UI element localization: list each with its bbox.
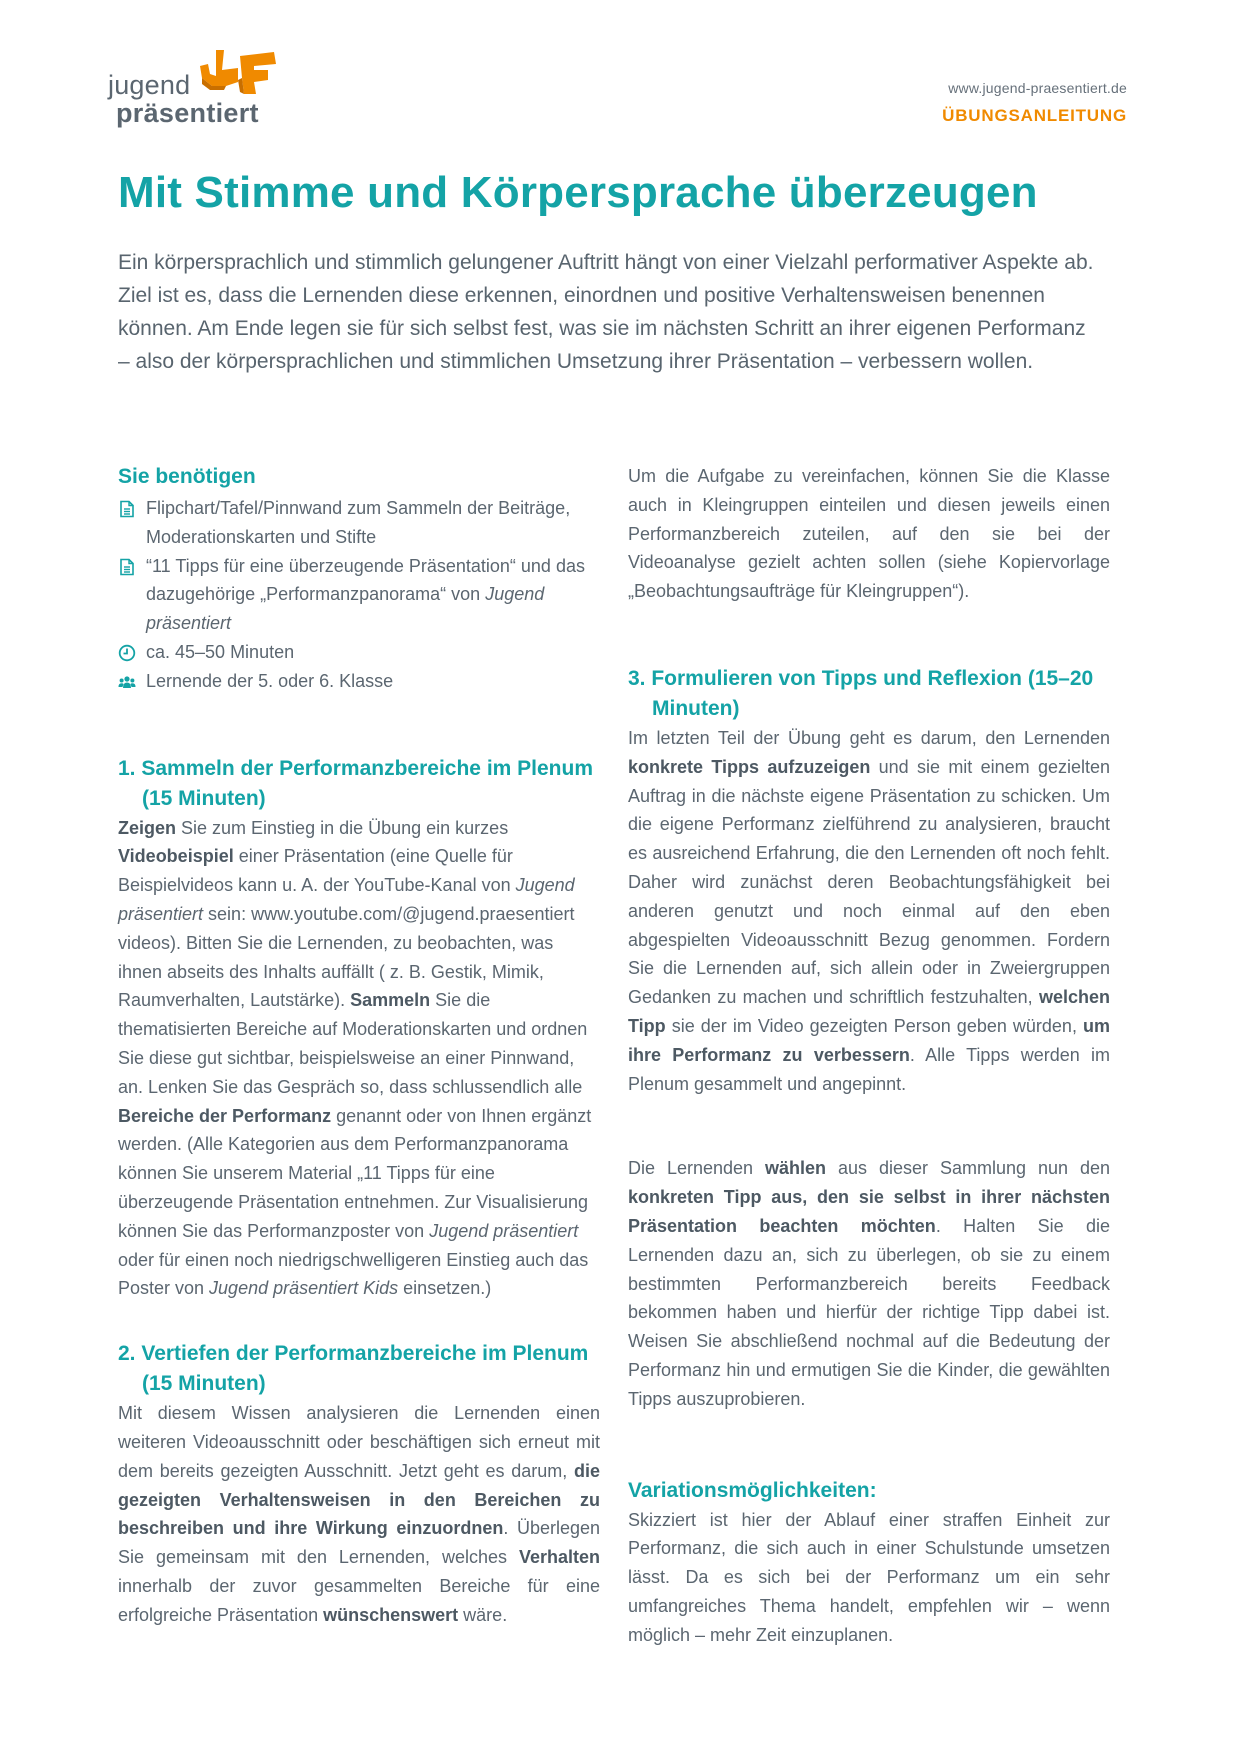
needs-item-text: Lernende der 5. oder 6. Klasse — [146, 670, 394, 691]
document-type-label: ÜBUNGSANLEITUNG — [942, 106, 1127, 125]
needs-heading: Sie benötigen — [118, 465, 256, 488]
simplify-paragraph: Um die Aufgabe zu vereinfachen, können Sie die Klasse auch in Kleingruppen einteilen und diesen jeweils einen Performanzbereich zuteilen, auf den sie bei der Videoanalyse gezielt achten sollen (siehe Kopiervorlage „Beobachtungsaufträge für Kleingruppen“). — [628, 466, 1110, 602]
section-1-heading: 1. Sammeln der Performanzbereiche im Plenum (15 Minuten) — [118, 756, 594, 810]
needs-item — [118, 638, 600, 667]
logo-word-praesentiert: präsentiert — [116, 98, 259, 128]
needs-list — [118, 494, 600, 696]
logo-mark-icon — [198, 48, 280, 96]
section-2-heading: 2. Vertiefen der Performanzbereiche im Plenum (15 Minuten) — [118, 1342, 589, 1396]
group-icon — [118, 673, 136, 691]
needs-item-text: “11 Tipps für eine überzeugende Präsentation“ und das dazugehörige „Performanzpanorama“ von — [146, 555, 585, 605]
section-3-paragraph-1: Im letzten Teil der Übung geht es darum, den Lernenden konkrete Tipps aufzuzeigen und sie mit einem gezielten Auftrag in die nächste eigene Präsentation zu schicken. Um die eigene Performanz zielführend zu analysieren, braucht es ausreichend Erfahrung, die den Lernenden oft noch fehlt. Daher wird zunächst deren Beobachtungsfähigkeit bei anderen genutzt und noch einmal auf den eben abgespielten Videoausschnitt Bezug genommen. Fordern Sie die Lernenden auf, sich allein oder in Zweiergruppen Gedanken zu machen und schriftlich festzuhalten, welchen Tipp sie der im Video gezeigten Person geben würden, um ihre Performanz zu verbessern. Alle Tipps werden im Plenum gesammelt und angepinnt. — [628, 727, 1111, 1094]
document-icon — [118, 558, 136, 576]
needs-item-text: ca. 45–50 Minuten — [146, 641, 295, 662]
needs-item-text: Flipchart/Tafel/Pinnwand zum Sammeln der Beiträge, Moderationskarten und Stifte — [146, 498, 571, 547]
header-right — [942, 80, 1127, 126]
needs-item — [118, 552, 600, 638]
section-1-text: Zeigen Sie zum Einstieg in die Übung ein kurzes Videobeispiel einer Präsentation (eine Quelle für Beispielvideos kann u. A. der YouTube-Kanal von Jugend präsentiert sein: www.youtube.com/@jugend.praesentiert videos). Bitten Sie die Lernenden, zu beobachten, was ihnen abseits des Inhalts auffällt ( z. B. Gestik, Mimik, Raumverhalten, Lautstärke). Sammeln Sie die thematisierten Bereiche auf Moderationskarten und ordnen Sie diese gut sichtbar, beispielsweise an einer Pinnwand, an. Lenken Sie das Gespräch so, dass schlussendlich alle Bereiche der Performanz genannt oder von Ihnen ergänzt werden. (Alle Kategorien aus dem Performanzpanorama können Sie unserem Material „11 Tipps für eine überzeugende Präsentation entnehmen. Zur Visualisierung können Sie das Performanzposter von Jugend präsentiert oder für einen noch niedrigschwelligeren Einstieg auch das Poster von Jugend präsentiert Kids einsetzen.) — [118, 817, 592, 1299]
section-2-text: Mit diesem Wissen analysieren die Lernenden einen weiteren Videoausschnitt oder beschäftigen sich erneut mit dem bereits gezeigten Ausschnitt. Jetzt geht es darum, die gezeigten Verhaltensweisen in den Bereichen zu beschreiben und ihre Wirkung einzuordnen. Überlegen Sie gemeinsam mit den Lernenden, welches Verhalten innerhalb der zuvor gesammelten Bereiche für eine erfolgreiche Präsentation wünschenswert wäre. — [118, 1403, 600, 1625]
needs-item — [118, 667, 600, 696]
section-3 — [628, 664, 1110, 1414]
right-column — [628, 462, 1110, 1650]
section-2 — [118, 1339, 600, 1629]
needs-item-italic: Jugend präsentiert — [146, 584, 545, 634]
variations-text: Skizziert ist hier der Ablauf einer straffen Einheit zur Performanz, die sich auch in einer Schulstunde umsetzen lässt. Da es sich bei der Performanz um ein sehr umfangreiches Thema handelt, empfehlen wir – wenn möglich – mehr Zeit einzuplanen. — [628, 1509, 1110, 1645]
left-column — [118, 462, 600, 1630]
section-3-heading: 3. Formulieren von Tipps und Reflexion (15–20 Minuten) — [628, 666, 1094, 720]
document-icon — [118, 500, 136, 518]
variations-section — [628, 1476, 1110, 1650]
clock-icon — [118, 644, 136, 662]
variations-heading: Variationsmöglichkeiten: — [628, 1478, 877, 1502]
intro-paragraph: Ein körpersprachlich und stimmlich gelungener Auftritt hängt von einer Vielzahl performativer Aspekte ab. Ziel ist es, dass die Lernenden diese erkennen, einordnen und positive Verhaltensweisen benennen können. Am Ende legen sie für sich selbst fest, was sie im nächsten Schritt an ihrer eigenen Performanz – also der körpersprachlichen und stimmlichen Umsetzung ihrer Präsentation – verbessern wollen. — [118, 251, 1094, 373]
page-title: Mit Stimme und Körpersprache überzeugen — [118, 168, 1038, 217]
section-1 — [118, 754, 600, 1304]
section-3-paragraph-2: Die Lernenden wählen aus dieser Sammlung nun den konkreten Tipp aus, den sie selbst in ihrer nächsten Präsentation beachten möchten. Halten Sie die Lernenden dazu an, sich zu überlegen, ob sie zu einem bestimmten Performanzbereich bereits Feedback bekommen haben und hierfür der richtige Tipp dabei ist. Weisen Sie abschließend nochmal auf die Bedeutung der Performanz hin und ermutigen Sie die Kinder, die gewählten Tipps auszuprobieren. — [628, 1158, 1110, 1409]
jugend-praesentiert-logo — [108, 48, 288, 134]
website-url: www.jugend-praesentiert.de — [948, 80, 1127, 96]
needs-item — [118, 494, 600, 552]
logo-word-jugend: jugend — [108, 70, 191, 100]
